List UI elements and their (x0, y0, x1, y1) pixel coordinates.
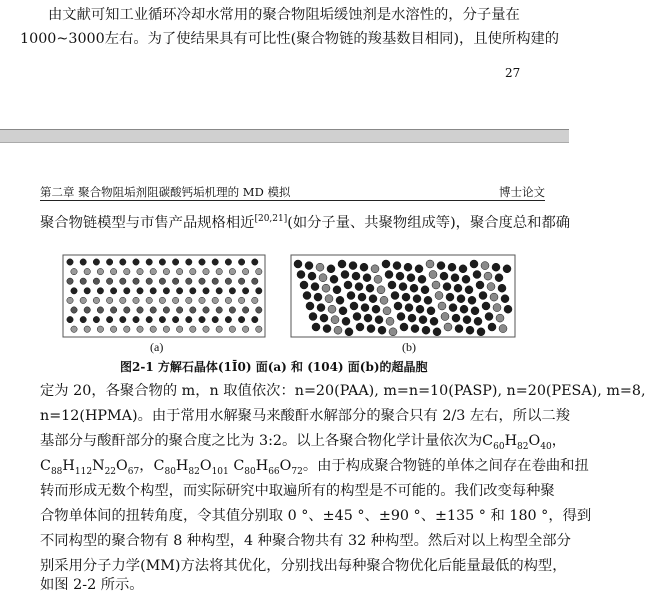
atom (238, 316, 244, 322)
atom (345, 328, 353, 336)
para-line-4 (40, 455, 589, 477)
atom (242, 307, 248, 313)
atom (120, 297, 126, 303)
atom (71, 307, 77, 313)
atom (256, 268, 262, 274)
page-separator (0, 129, 569, 143)
atom (163, 307, 169, 313)
formula-c88: $C_{88}H_{112}N_{22}O_{67}$ (40, 458, 140, 477)
atom (110, 307, 116, 313)
atom (349, 262, 357, 270)
atom (466, 326, 474, 334)
atom (137, 288, 143, 294)
atom (308, 272, 316, 280)
atom (476, 281, 484, 289)
atom (459, 265, 467, 273)
atom (344, 281, 352, 289)
atom (67, 297, 73, 303)
atom (110, 268, 116, 274)
para-line-7: 不同构型的聚合物有 8 种构型，4 种聚合物共有 32 种构型。然后对以上构型全部分 (40, 533, 571, 549)
atom (404, 263, 412, 271)
atom (380, 296, 388, 304)
atom (120, 259, 126, 265)
atom (443, 283, 451, 291)
atom (328, 305, 336, 313)
atom (441, 313, 449, 321)
atom (342, 317, 350, 325)
atom (419, 316, 427, 324)
atom (452, 314, 460, 322)
atom (386, 317, 394, 325)
atom (212, 297, 218, 303)
atom (487, 283, 495, 291)
atom (485, 313, 493, 321)
atom (426, 260, 434, 268)
atom (501, 295, 509, 303)
atom (473, 271, 481, 279)
atom (297, 271, 305, 279)
atom (448, 263, 456, 271)
atom (504, 305, 512, 313)
atom (225, 297, 231, 303)
atom (492, 263, 500, 271)
atom (418, 275, 426, 283)
atom (393, 262, 401, 270)
atom (93, 297, 99, 303)
atom (133, 259, 139, 265)
intro-text: 聚合物链模型与市售产品规格相近 (40, 215, 255, 231)
atom (463, 316, 471, 324)
running-header (40, 182, 545, 201)
atom (238, 278, 244, 284)
atom (186, 316, 192, 322)
atom (415, 265, 423, 273)
atom (186, 259, 192, 265)
atom (377, 286, 385, 294)
atom (97, 268, 103, 274)
atom (190, 268, 196, 274)
atom (364, 314, 372, 322)
atom (163, 288, 169, 294)
atom (97, 326, 103, 332)
atom (80, 316, 86, 322)
atom (229, 326, 235, 332)
atom (451, 274, 459, 282)
atom (358, 293, 366, 301)
atom (410, 284, 418, 292)
atom (388, 281, 396, 289)
atom (323, 325, 331, 333)
atom (477, 328, 485, 336)
atom (124, 326, 130, 332)
atom (172, 316, 178, 322)
atom (124, 268, 130, 274)
atom (413, 295, 421, 303)
atom (252, 297, 258, 303)
atom (256, 288, 262, 294)
atom (327, 265, 335, 273)
atom (482, 302, 490, 310)
atom (356, 323, 364, 331)
atom (137, 268, 143, 274)
atom (322, 284, 330, 292)
atom (176, 326, 182, 332)
atom (110, 326, 116, 332)
citation: [20,21] (254, 214, 288, 225)
atom (396, 272, 404, 280)
atom (238, 297, 244, 303)
atom (186, 278, 192, 284)
atom (199, 297, 205, 303)
atom (80, 278, 86, 284)
atom (465, 286, 473, 294)
atom (361, 304, 369, 312)
atom (366, 284, 374, 292)
atom (440, 272, 448, 280)
atom (353, 313, 361, 321)
atom (252, 278, 258, 284)
atom (325, 295, 333, 303)
atom (333, 286, 341, 294)
atom (320, 314, 328, 322)
atom (216, 268, 222, 274)
atom (159, 259, 165, 265)
previous-page-fragment (0, 0, 569, 128)
intro-line (40, 212, 570, 232)
atom (176, 307, 182, 313)
atom (400, 323, 408, 331)
atom (355, 283, 363, 291)
atom (429, 271, 437, 279)
atom (186, 297, 192, 303)
atom (449, 304, 457, 312)
atom (150, 307, 156, 313)
atom (424, 296, 432, 304)
para-line-3-text: 基部分与酸酐部分的聚合度之比为 3:2。以上各聚合物化学计量依次为 (40, 433, 483, 449)
para-line-8: 别采用分子力学(MM)方法将其优化，分别找出每种聚合物优化后能量最低的构型， (40, 558, 567, 574)
atom (124, 288, 130, 294)
atom (80, 259, 86, 265)
figure-a-label: (a) (150, 340, 164, 354)
atom (341, 271, 349, 279)
atom (212, 278, 218, 284)
atom (363, 274, 371, 282)
atom (252, 316, 258, 322)
atom (360, 263, 368, 271)
atom (67, 316, 73, 322)
atom (488, 323, 496, 331)
atom (229, 307, 235, 313)
atom (498, 284, 506, 292)
atom (106, 259, 112, 265)
atom (146, 297, 152, 303)
atom (493, 304, 501, 312)
atom (319, 274, 327, 282)
atom (312, 323, 320, 331)
current-page (0, 142, 646, 593)
para-line-2: n=12(HPMA)。由于常用水解聚马来酸酐水解部分的聚合只有 2/3 左右，所以二羧 (40, 408, 570, 424)
atom (305, 262, 313, 270)
atom (84, 326, 90, 332)
formula-c80-a: $C_{80}H_{82}O_{101}$ (153, 458, 229, 477)
atom (71, 288, 77, 294)
atom (479, 292, 487, 300)
atom (71, 268, 77, 274)
prev-text-line-2: 1000~3000左右。为了使结果具有可比性(聚合物链的羧基数目相同)，且使所构建的 (20, 31, 560, 47)
atom (252, 259, 258, 265)
atom (225, 278, 231, 284)
atom (416, 305, 424, 313)
atom (106, 297, 112, 303)
atom (432, 281, 440, 289)
atom (331, 316, 339, 324)
atom (146, 278, 152, 284)
para-line-3 (40, 430, 566, 452)
atom (216, 288, 222, 294)
atom (397, 313, 405, 321)
atom (93, 316, 99, 322)
atom (495, 274, 503, 282)
atom (433, 328, 441, 336)
atom (435, 292, 443, 300)
atom (499, 325, 507, 333)
figure-a-supercell (62, 254, 266, 338)
atom (199, 278, 205, 284)
atom (421, 286, 429, 294)
atom (455, 325, 463, 333)
atom (199, 259, 205, 265)
atom (336, 296, 344, 304)
atom (84, 307, 90, 313)
atom (225, 316, 231, 322)
atom (199, 316, 205, 322)
atom (383, 307, 391, 315)
atom (216, 326, 222, 332)
atom (462, 275, 470, 283)
atom (446, 293, 454, 301)
atom (137, 307, 143, 313)
atom (216, 307, 222, 313)
atom (430, 317, 438, 325)
atom (375, 316, 383, 324)
atom (256, 326, 262, 332)
atom (80, 297, 86, 303)
atom (394, 302, 402, 310)
atom (212, 259, 218, 265)
atom (460, 305, 468, 313)
atom (378, 326, 386, 334)
atom (256, 307, 262, 313)
atom (146, 259, 152, 265)
atom (314, 293, 322, 301)
atom (382, 260, 390, 268)
atom (150, 326, 156, 332)
atom (229, 288, 235, 294)
atom (481, 262, 489, 270)
atom (427, 307, 435, 315)
header-thesis-label: 博士论文 (499, 185, 545, 199)
atom (474, 317, 482, 325)
atom (303, 292, 311, 300)
atom (339, 307, 347, 315)
atom (374, 275, 382, 283)
atom (176, 268, 182, 274)
atom (371, 265, 379, 273)
atom (242, 268, 248, 274)
atom (389, 328, 397, 336)
atom (311, 283, 319, 291)
atom (146, 316, 152, 322)
atom (133, 297, 139, 303)
atom (106, 278, 112, 284)
atom (338, 260, 346, 268)
atom (150, 288, 156, 294)
atom (334, 326, 342, 334)
atom (422, 326, 430, 334)
atom (110, 288, 116, 294)
atom (172, 297, 178, 303)
atom (120, 316, 126, 322)
atom (470, 260, 478, 268)
atom (71, 326, 77, 332)
atom (402, 293, 410, 301)
atom (294, 260, 302, 268)
atom (484, 272, 492, 280)
atom (84, 268, 90, 274)
formula-sep: ， (139, 458, 154, 474)
atom (309, 313, 317, 321)
atom (159, 278, 165, 284)
atom (159, 316, 165, 322)
atom (468, 296, 476, 304)
atom (93, 259, 99, 265)
atom (438, 302, 446, 310)
atom (67, 278, 73, 284)
para-line-9: 如图 2-2 所示。 (40, 577, 144, 593)
atom (238, 259, 244, 265)
atom (212, 316, 218, 322)
formulas-tail: 。由于构成聚合物链的单体之间存在卷曲和扭 (302, 458, 589, 474)
para-line-6: 合物单体间的扭转角度，令其值分别取 0 °、±45 °、±90 °、±135 ° 和 180 °，得到 (40, 508, 592, 524)
atom (225, 259, 231, 265)
atom (330, 275, 338, 283)
atom (93, 278, 99, 284)
para-line-1: 定为 20，各聚合物的 m，n 取值依次：n=20(PAA), m=n=10(PASP), n=20(PESA), m=8, (40, 383, 646, 399)
atom (444, 323, 452, 331)
atom (352, 272, 360, 280)
formula-c80-b: $C_{80}H_{66}O_{72}$ (233, 458, 303, 477)
atom (242, 288, 248, 294)
formula-c60-sep: ， (551, 433, 566, 449)
atom (203, 288, 209, 294)
atom (300, 281, 308, 289)
figure-a-cell-border (63, 255, 265, 337)
atom (133, 316, 139, 322)
atom (369, 295, 377, 303)
atom (372, 305, 380, 313)
atom (391, 292, 399, 300)
atom (203, 326, 209, 332)
atom (385, 271, 393, 279)
atom (67, 259, 73, 265)
atom (437, 262, 445, 270)
atom (229, 268, 235, 274)
atom (316, 263, 324, 271)
atom (503, 265, 511, 273)
figure-b-label: (b) (402, 340, 416, 354)
atom (457, 295, 465, 303)
atom (159, 297, 165, 303)
atom (163, 326, 169, 332)
para-line-5: 转而形成无数个构型，而实际研究中取遍所有的构型是不可能的。我们改变每种聚 (40, 483, 555, 499)
atom (399, 283, 407, 291)
figure-caption: 图2-1 方解石晶体(1Ī0) 面(a) 和 (104) 面(b)的超晶胞 (120, 360, 428, 374)
atom (84, 288, 90, 294)
formula-c60: $C_{60}H_{82}O_{40}$ (482, 433, 552, 452)
atom (120, 278, 126, 284)
atom (496, 314, 504, 322)
atom (190, 326, 196, 332)
atom (408, 314, 416, 322)
atom (350, 302, 358, 310)
atom (176, 288, 182, 294)
atom (411, 325, 419, 333)
atom (190, 288, 196, 294)
atom (203, 268, 209, 274)
header-chapter-title: 第二章 聚合物阻垢剂阻碳酸钙垢机理的 MD 模拟 (40, 185, 291, 199)
atom (471, 307, 479, 315)
atom (203, 307, 209, 313)
atom (190, 307, 196, 313)
atom (407, 274, 415, 282)
atom (172, 259, 178, 265)
atom (137, 326, 143, 332)
atom (405, 304, 413, 312)
atom (317, 304, 325, 312)
figure-b-supercell (290, 254, 516, 338)
atom (133, 278, 139, 284)
atom (306, 302, 314, 310)
atom (150, 268, 156, 274)
page-number: 27 (505, 66, 521, 80)
atom (106, 316, 112, 322)
atom (124, 307, 130, 313)
atom (172, 278, 178, 284)
atom (97, 307, 103, 313)
atom (490, 293, 498, 301)
intro-rest: (如分子量、共聚物组成等)，聚合度总和都确 (287, 215, 571, 231)
atom (454, 284, 462, 292)
atom (242, 326, 248, 332)
atom (163, 268, 169, 274)
atom (97, 288, 103, 294)
atom (367, 325, 375, 333)
atom (347, 292, 355, 300)
prev-text-line-1: 由文献可知工业循环冷却水常用的聚合物阻垢缓蚀剂是水溶性的，分子量在 (48, 7, 520, 23)
